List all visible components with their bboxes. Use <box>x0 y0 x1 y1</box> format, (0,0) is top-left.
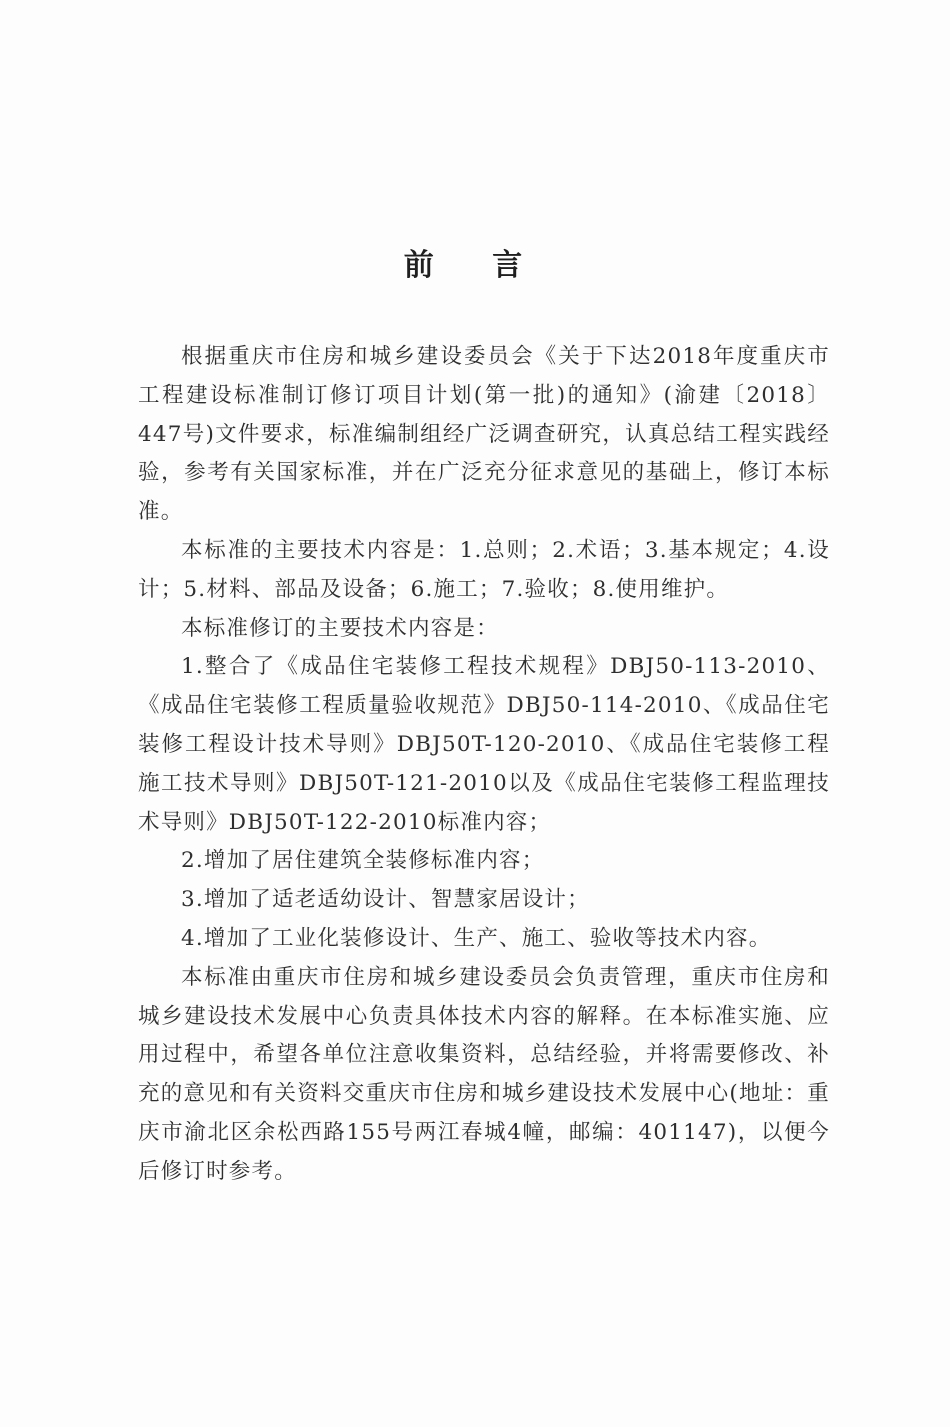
paragraph-revision-intro: 本标准修订的主要技术内容是： <box>181 615 499 641</box>
paragraph-revision-item-2: 2.增加了居住建筑全装修标准内容； <box>181 848 545 874</box>
paragraph-revision-item-1: 1.整合了《成品住宅装修工程技术规程》DBJ50-113-2010、《成品住宅装修工程质量验收规范》DBJ50-114-2010、《成品住宅装修工程设计技术导则》DBJ50T-120-2010、《成品住宅装修工程施工技术导则》DBJ50T-121-2010以及《成品住宅装修工程监理技术导则》DBJ50T-122-2010标准内容； <box>138 654 830 835</box>
preface-body <box>138 338 830 1192</box>
page-title: 前 言 <box>403 248 547 283</box>
paragraph-revision-item-4: 4.增加了工业化装修设计、生产、施工、验收等技术内容。 <box>181 925 772 951</box>
paragraph-revision-item-3: 3.增加了适老适幼设计、智慧家居设计； <box>181 887 590 913</box>
paragraph-management: 本标准由重庆市住房和城乡建设委员会负责管理，重庆市住房和城乡建设技术发展中心负责具体技术内容的解释。在本标准实施、应用过程中，希望各单位注意收集资料，总结经验，并将需要修改、补充的意见和有关资料交重庆市住房和城乡建设技术发展中心(地址：重庆市渝北区余松西路155号两江春城4幢，邮编：401147)，以便今后修订时参考。 <box>138 964 830 1184</box>
paragraph-basis: 根据重庆市住房和城乡建设委员会《关于下达2018年度重庆市工程建设标准制订修订项目计划(第一批)的通知》(渝建〔2018〕447号)文件要求，标准编制组经广泛调查研究，认真总结工程实践经验，参考有关国家标准，并在广泛充分征求意见的基础上，修订本标准。 <box>138 344 830 525</box>
paragraph-main-contents: 本标准的主要技术内容是：1.总则；2.术语；3.基本规定；4.设计；5.材料、部品及设备；6.施工；7.验收；8.使用维护。 <box>138 537 830 602</box>
